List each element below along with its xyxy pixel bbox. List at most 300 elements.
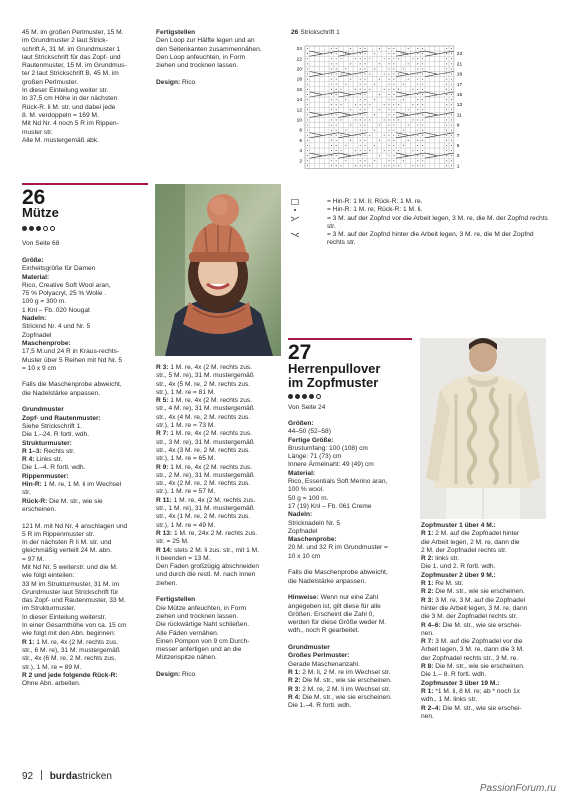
chart-stitch-dot xyxy=(331,84,332,85)
chart-stitch-dot xyxy=(350,79,351,80)
chart-stitch-dot xyxy=(336,140,337,141)
paragraph-gap xyxy=(288,561,416,569)
text-line: 20 M. und 32 R im Grundmuster = xyxy=(288,544,388,552)
chart-stitch-dot xyxy=(417,135,418,136)
chart-stitch-dot xyxy=(355,58,356,59)
chart-stitch-dot xyxy=(360,79,361,80)
chart-stitch-dot xyxy=(388,155,389,156)
chart-stitch-dot xyxy=(360,160,361,161)
chart-stitch-dot xyxy=(360,99,361,100)
text-line: str., 4x (1 M. re, 2 M. rechts zus. xyxy=(156,513,251,521)
chart-stitch-dot xyxy=(336,58,337,59)
chart-stitch-dot xyxy=(393,119,394,120)
chart-stitch-dot xyxy=(422,99,423,100)
chart-stitch-dot xyxy=(451,53,452,54)
rating-dot-filled xyxy=(22,226,27,231)
text-line: hinter die Arbeit legen, 3 M. re, dann xyxy=(421,604,528,612)
legend-row xyxy=(291,198,551,206)
text-line: Größen. Erscheint die Zahl 0, xyxy=(288,610,375,618)
chart-stitch-dot xyxy=(412,119,413,120)
paragraph-gap xyxy=(156,663,284,671)
text-line: R 5: 1 M. re, 4x (2 M. rechts zus. xyxy=(156,397,253,405)
text-line: 5 R im Rippenmuster str. xyxy=(22,530,95,538)
legend-symbol-cross-right xyxy=(291,216,299,222)
text-line: 100 % wool. xyxy=(288,486,324,494)
chart-stitch-dot xyxy=(364,48,365,49)
chart-stitch-dot xyxy=(360,53,361,54)
chart-stitch-dot xyxy=(393,135,394,136)
rating-dot-filled xyxy=(29,226,34,231)
text-line: Den Loop anfeuchten, in Form xyxy=(156,53,246,61)
chart-stitch-dot xyxy=(374,53,375,54)
text-line: Rico, Essentials Soft Merino aran, xyxy=(288,478,388,486)
text-line: angegeben ist, gilt diese für alle xyxy=(288,602,381,610)
text-line: R 11: 1 M. re, 4x (2 M. rechts zus. xyxy=(156,496,256,504)
text-line: das Zopf- und Rautenmuster, 33 M. xyxy=(22,597,126,605)
text-line: Mützenspitze nähen. xyxy=(156,654,217,662)
chart-row-number-right: 9 xyxy=(456,123,460,129)
chart-stitch-dot xyxy=(307,140,308,141)
chart-stitch-dot xyxy=(331,63,332,64)
text-line: und durch die restl. M. nach innen xyxy=(156,571,256,579)
row-label: R 1–3: xyxy=(22,447,42,455)
top-design-value: Rico xyxy=(182,78,196,86)
chart-stitch-dot xyxy=(307,150,308,151)
chart-stitch-dot xyxy=(393,58,394,59)
chart-stitch-dot xyxy=(307,130,308,131)
text-line: Stricknd Nr. 4 und Nr. 5 xyxy=(22,323,91,331)
section-heading: Maschenprobe: xyxy=(22,339,71,347)
text-line: 75 % Polyacryl, 25 % Wolle . xyxy=(22,290,107,298)
chart-stitch-dot xyxy=(408,79,409,80)
chart-stitch-dot xyxy=(417,53,418,54)
row-label: R 2: xyxy=(288,677,301,685)
chart-stitch-dot xyxy=(393,155,394,156)
section-heading: Grundmuster xyxy=(22,406,64,414)
chart-stitch-dot xyxy=(374,114,375,115)
text-line: ziehen und trocknen lassen. xyxy=(156,62,239,70)
chart-stitch-dot xyxy=(408,125,409,126)
chart-stitch-dot xyxy=(451,99,452,100)
text-line: 10 x 10 cm xyxy=(288,552,321,560)
legend-symbol-cross-left xyxy=(291,232,299,238)
chart-stitch-dot xyxy=(360,119,361,120)
legend-symbol-dot xyxy=(291,207,299,213)
chart-stitch-dot xyxy=(360,125,361,126)
chart-stitch-dot xyxy=(331,68,332,69)
chart-stitch-dot xyxy=(384,119,385,120)
chart-stitch-dot xyxy=(331,155,332,156)
chart-stitch-dot xyxy=(336,74,337,75)
row-label: R 8: xyxy=(421,663,434,671)
text-line: R 3: 3 M. re, 3 M. auf die Zopfnadel xyxy=(421,596,526,604)
text-line: 17 (19) Knl – Fb. 061 Creme xyxy=(288,502,372,510)
row-label: R 4: xyxy=(288,693,301,701)
row-label: Hin-R: xyxy=(22,481,42,489)
chart-stitch-dot xyxy=(393,165,394,166)
text-line: ziehen. xyxy=(156,579,178,587)
text-line: R 2: Die M. str., wie sie erscheinen. xyxy=(421,588,525,596)
text-line: R 1: 2 M. li, 2 M. re im Wechsel str. xyxy=(288,668,391,676)
difficulty-rating-26 xyxy=(22,226,55,231)
chart-stitch-dot xyxy=(379,63,380,64)
text-line: str.), 1 M. re = 89 M. xyxy=(22,663,82,671)
chart-stitch-dot xyxy=(369,104,370,105)
chart-stitch-dot xyxy=(422,74,423,75)
chart-stitch-dot xyxy=(422,140,423,141)
chart-stitch-dot xyxy=(446,155,447,156)
text-line: erscheinen. xyxy=(22,505,57,513)
text-line: schrift A, 31 M. im Grundmuster 1 xyxy=(22,45,121,53)
chart-stitch-dot xyxy=(422,63,423,64)
legend-row xyxy=(291,206,551,214)
chart-row-number-left: 22 xyxy=(296,57,302,63)
text-line: Mit Nd Nr. 5 weiterstr. und die M. xyxy=(22,563,118,571)
chart-stitch-dot xyxy=(446,74,447,75)
row-label: Design: xyxy=(156,670,181,678)
chart-stitch-dot xyxy=(345,114,346,115)
chart-stitch-dot xyxy=(417,140,418,141)
section-heading: Strukturmuster: xyxy=(22,439,72,447)
chart-stitch-dot xyxy=(422,145,423,146)
chart-stitch-dot xyxy=(451,165,452,166)
chart-stitch-dot xyxy=(417,165,418,166)
chart-stitch-dot xyxy=(331,99,332,100)
section-heading: Fertigstellen xyxy=(156,596,196,604)
text-line: 50 g = 100 m. xyxy=(288,494,329,502)
text-line: Stricknadeln Nr. 5 xyxy=(288,519,341,527)
chart-stitch-dot xyxy=(369,165,370,166)
text-line: laut Strickschrift für das Zopf- und xyxy=(22,53,121,61)
row-label: R 4–6: xyxy=(421,621,441,629)
chart-stitch-dot xyxy=(388,99,389,100)
chart-stitch-dot xyxy=(388,114,389,115)
chart-stitch-dot xyxy=(340,165,341,166)
text-line: wie folgt einteilen: xyxy=(22,572,75,580)
chart-stitch-dot xyxy=(451,79,452,80)
chart-stitch-dot xyxy=(451,130,452,131)
chart-stitch-dot xyxy=(331,114,332,115)
chart-stitch-dot xyxy=(451,140,452,141)
chart-stitch-dot xyxy=(388,130,389,131)
chart-stitch-dot xyxy=(340,119,341,120)
chart-stitch-dot xyxy=(388,109,389,110)
row-label: R 1: xyxy=(421,580,434,588)
text-line: Die 1.–4. R fortl. wdh. xyxy=(288,702,352,710)
chart-stitch-dot xyxy=(364,89,365,90)
chart-stitch-dot xyxy=(307,125,308,126)
pattern-title-27-line1: Herrenpullover xyxy=(288,361,381,376)
chart-stitch-dot xyxy=(364,68,365,69)
chart-stitch-dot xyxy=(446,99,447,100)
chart-stitch-dot xyxy=(364,79,365,80)
legend-row xyxy=(291,215,551,232)
chart-stitch-dot xyxy=(417,150,418,151)
chart-stitch-dot xyxy=(384,104,385,105)
chart-stitch-dot xyxy=(364,53,365,54)
chart-stitch-dot xyxy=(331,79,332,80)
text-line: In 37,5 cm Höhe in der nächsten xyxy=(22,95,118,103)
text-line: R 8: Die M. str., wie sie erscheinen. xyxy=(421,663,525,671)
chart-stitch-dot xyxy=(369,150,370,151)
section-heading: R 2 und jede folgende Rück-R: xyxy=(22,671,118,679)
chart-stitch-dot xyxy=(417,119,418,120)
rating-dot-empty xyxy=(43,226,48,231)
text-line: 121 M. mit Nd Nr. 4 anschlagen und xyxy=(22,522,128,530)
chart-stitch-dot xyxy=(331,89,332,90)
chart-stitch-dot xyxy=(331,165,332,166)
chart-stitch-dot xyxy=(345,84,346,85)
text-line: 45 M. im großen Perlmuster, 15 M. xyxy=(22,29,124,36)
chart-stitch-dot xyxy=(403,130,404,131)
chart-stitch-dot xyxy=(393,160,394,161)
chart-stitch-dot xyxy=(307,58,308,59)
chart-stitch-dot xyxy=(350,63,351,64)
chart-stitch-dot xyxy=(331,140,332,141)
chart-stitch-dot xyxy=(379,94,380,95)
chart-row-number-left: 24 xyxy=(296,47,302,53)
chart-stitch-dot xyxy=(360,150,361,151)
legend-symbol-empty xyxy=(291,199,299,205)
text-line: str.), 1 M. re = 81 M. xyxy=(156,388,216,396)
text-line: im Strukturmuster. xyxy=(22,605,76,613)
chart-stitch-dot xyxy=(422,165,423,166)
text-line: str., 4x (5 M. re, 2 M. rechts zus. xyxy=(156,380,251,388)
chart-stitch-dot xyxy=(360,74,361,75)
page-number: 92 xyxy=(22,771,34,782)
chart-stitch-dot xyxy=(364,125,365,126)
chart-stitch-dot xyxy=(336,114,337,115)
chart-stitch-dot xyxy=(417,68,418,69)
chart-stitch-dot xyxy=(364,94,365,95)
chart-stitch-dot xyxy=(388,140,389,141)
chart-stitch-dot xyxy=(388,79,389,80)
chart-stitch-dot xyxy=(408,48,409,49)
text-line: str., 1 M. re), 31 M. mustergemäß xyxy=(156,505,254,513)
chart-stitch-dot xyxy=(355,119,356,120)
chart-stitch-dot xyxy=(331,74,332,75)
chart-stitch-dot xyxy=(393,145,394,146)
text-line: Gerade Maschenanzahl. xyxy=(288,660,360,668)
chart-stitch-dot xyxy=(417,63,418,64)
chart-stitch-dot xyxy=(451,104,452,105)
legend-text: = Hin-R: 1 M. re; Rück-R: 1 M. li. xyxy=(327,206,423,214)
chart-stitch-dot xyxy=(340,135,341,136)
chart-row-number-left: 4 xyxy=(299,149,302,155)
chart-stitch-dot xyxy=(360,104,361,105)
text-line: In dieser Einteilung weiterstr. xyxy=(22,613,107,621)
text-line: nen. xyxy=(421,712,434,720)
rating-dot-empty xyxy=(316,394,321,399)
chart-stitch-dot xyxy=(360,58,361,59)
row-label: R 3: xyxy=(288,685,301,693)
section-heading: Grundmuster xyxy=(288,644,330,652)
chart-stitch-dot xyxy=(379,125,380,126)
chart-stitch-dot xyxy=(417,114,418,115)
chart-stitch-dot xyxy=(331,109,332,110)
chart-stitch-dot xyxy=(398,58,399,59)
chart-stitch-dot xyxy=(307,79,308,80)
chart-stitch-dot xyxy=(307,160,308,161)
text-line: R 2–4: Die M. str., wie sie erschei- xyxy=(421,704,522,712)
chart-stitch-dot xyxy=(412,58,413,59)
text-line: wie folgt mit den Abn. beginnen: xyxy=(22,630,116,638)
chart-stitch-dot xyxy=(336,48,337,49)
text-line: im Grundmuster 2 laut Strick- xyxy=(22,37,108,45)
chart-stitch-dot xyxy=(451,125,452,126)
chart-stitch-dot xyxy=(446,145,447,146)
text-line: Rico, Creative Soft Wool aran, xyxy=(22,281,111,289)
chart-stitch-dot xyxy=(408,63,409,64)
text-line: die Nadelstärke anpassen. xyxy=(288,577,367,585)
text-line: R 4–6: Die M. str., wie sie erschei- xyxy=(421,621,522,629)
chart-stitch-dot xyxy=(446,125,447,126)
chart-stitch-dot xyxy=(403,84,404,85)
chart-row-number-left: 8 xyxy=(299,128,302,134)
from-page-26: Von Seite 68 xyxy=(22,240,60,247)
section-26-rule xyxy=(22,183,148,185)
chart-stitch-dot xyxy=(350,125,351,126)
chart-stitch-dot xyxy=(345,53,346,54)
text-line: R 1–3: Rechts str. xyxy=(22,447,75,455)
text-line: den Seitenkanten zusammennähen. xyxy=(156,45,262,53)
text-line: R 1: Re M. str. xyxy=(421,580,464,588)
legend-text: = 3 M. auf der Zopfnd hinter die Arbeit legen, 3 M. re, die M der Zopfnd rechts str. xyxy=(327,231,534,247)
chart-stitch-dot xyxy=(451,89,452,90)
text-line: Rück-R: Die M. str., wie sie xyxy=(22,497,103,505)
text-line: Länge: 71 (73) cm xyxy=(288,453,342,461)
row-label: R 7: xyxy=(156,430,169,438)
chart-stitch-dot xyxy=(422,84,423,85)
chart-stitch-dot xyxy=(451,63,452,64)
chart-stitch-dot xyxy=(345,68,346,69)
chart-row-number-left: 18 xyxy=(296,77,302,83)
chart-stitch-dot xyxy=(398,104,399,105)
section-heading: Zopfmuster 2 über 9 M.: xyxy=(421,571,496,579)
text-line: nen. xyxy=(421,629,434,637)
chart-stitch-dot xyxy=(451,135,452,136)
pattern-number-27: 27 xyxy=(288,341,312,364)
chart-stitch-dot xyxy=(307,74,308,75)
chart-stitch-dot xyxy=(446,114,447,115)
chart-row-number-left: 10 xyxy=(296,118,302,124)
chart-stitch-dot xyxy=(417,79,418,80)
text-line: 100 g = 300 m. xyxy=(22,298,67,306)
paragraph-gap xyxy=(22,398,150,406)
chart-legend xyxy=(291,198,551,248)
chart-stitch-dot xyxy=(388,63,389,64)
section-heading: Fertige Größe: xyxy=(288,436,334,444)
chart-stitch-dot xyxy=(307,155,308,156)
chart-stitch-dot xyxy=(350,140,351,141)
chart-stitch-dot xyxy=(345,99,346,100)
text-line: Design: Rico xyxy=(156,670,196,678)
text-line: Grundmuster laut Strickschrift für xyxy=(22,588,119,596)
paragraph-gap xyxy=(288,586,416,594)
text-line: str. = 25 M. xyxy=(156,538,189,546)
row-label: R 2: xyxy=(421,555,434,563)
chart-stitch-dot xyxy=(417,104,418,105)
chart-stitch-dot xyxy=(388,74,389,75)
chart-stitch-dot xyxy=(451,119,452,120)
chart-stitch-dot xyxy=(417,74,418,75)
pattern-26-text xyxy=(22,257,150,688)
section-heading: Nadeln: xyxy=(288,511,313,519)
text-line: In einer Gesamthöhe von ca. 15 cm xyxy=(22,622,127,630)
chart-row-number-left: 6 xyxy=(299,138,302,144)
chart-stitch-dot xyxy=(422,79,423,80)
chart-stitch-dot xyxy=(384,165,385,166)
chart-stitch-dot xyxy=(451,160,452,161)
chart-stitch-dot xyxy=(412,89,413,90)
chart-stitch-dot xyxy=(331,94,332,95)
text-line: 33 M im Strukturmuster, 31 M. im xyxy=(22,580,120,588)
chart-stitch-dot xyxy=(360,68,361,69)
chart-row-number-left: 14 xyxy=(296,98,302,104)
text-line: R 2: links str. xyxy=(421,555,460,563)
chart-stitch-dot xyxy=(417,99,418,100)
row-label: R 1: xyxy=(288,668,301,676)
text-line: = 10 x 9 cm xyxy=(22,364,57,372)
chart-stitch-dot xyxy=(379,140,380,141)
watermark: PassionForum.ru xyxy=(479,783,556,794)
chart-stitch-dot xyxy=(398,165,399,166)
text-line: Den Loop zur Hälfte legen und an xyxy=(156,37,255,45)
chart-stitch-dot xyxy=(446,68,447,69)
text-line: R 14: stets 2 M. li zus. str., mit 1 M. xyxy=(156,546,259,554)
paragraph-gap xyxy=(22,514,150,522)
chart-stitch-dot xyxy=(412,104,413,105)
chart-stitch-dot xyxy=(393,79,394,80)
row-label: R 13: xyxy=(156,529,173,537)
chart-stitch-dot xyxy=(388,89,389,90)
text-line: Rück-R. li M. str. und dabei jede xyxy=(22,103,116,111)
row-label: R 1: xyxy=(421,687,434,695)
chart-stitch-dot xyxy=(331,125,332,126)
rating-dot-filled xyxy=(36,226,41,231)
chart-stitch-dot xyxy=(340,74,341,75)
chart-stitch-dot xyxy=(379,48,380,49)
text-line: 1 Knl – Fb. 020 Nougat xyxy=(22,306,90,314)
chart-stitch-dot xyxy=(364,119,365,120)
chart-stitch-dot xyxy=(417,125,418,126)
text-line: Siehe Strickschrift 1. xyxy=(22,422,83,430)
chart-row-number-left: 16 xyxy=(296,87,302,93)
chart-stitch-dot xyxy=(307,84,308,85)
chart-stitch-dot xyxy=(446,84,447,85)
rating-dot-filled xyxy=(302,394,307,399)
chart-stitch-dot xyxy=(393,68,394,69)
chart-row-number-right: 13 xyxy=(456,103,463,109)
text-line: str.), 1 M. re = 57 M. xyxy=(156,488,216,496)
chart-stitch-dot xyxy=(417,145,418,146)
text-line: Mit Nd Nr. 4 noch 5 R im Rippen- xyxy=(22,120,119,128)
chart-stitch-dot xyxy=(336,160,337,161)
chart-stitch-dot xyxy=(393,89,394,90)
text-line: Alle M. mustergemäß abk. xyxy=(22,136,99,144)
chart-stitch-dot xyxy=(364,104,365,105)
row-label: R 14: xyxy=(156,546,173,554)
section-heading: Material: xyxy=(288,469,316,477)
chart-stitch-dot xyxy=(360,89,361,90)
brand-light: stricken xyxy=(77,771,112,782)
text-line: Zopfnadel xyxy=(22,331,52,339)
chart-stitch-dot xyxy=(388,119,389,120)
chart-stitch-dot xyxy=(412,165,413,166)
chart-stitch-dot xyxy=(360,63,361,64)
chart-stitch-dot xyxy=(417,84,418,85)
chart-stitch-dot xyxy=(331,53,332,54)
